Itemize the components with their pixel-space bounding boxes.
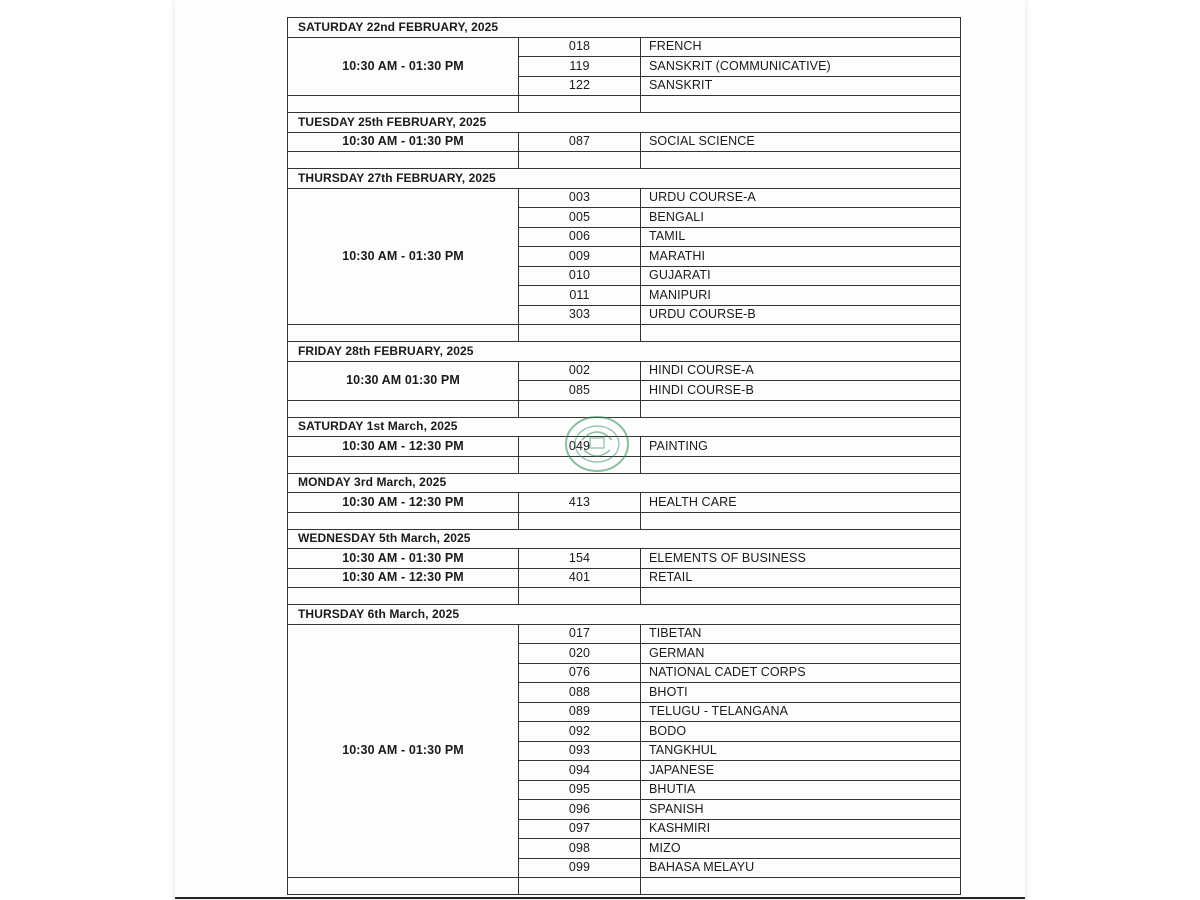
subject-name: SANSKRIT xyxy=(641,76,961,96)
exam-time: 10:30 AM - 01:30 PM xyxy=(288,624,519,878)
subject-code: 020 xyxy=(519,644,641,664)
blank-cell xyxy=(519,400,641,417)
subject-code: 002 xyxy=(519,361,641,381)
subject-row xyxy=(288,361,961,381)
subject-name: RETAIL xyxy=(641,568,961,588)
blank-cell xyxy=(519,96,641,113)
subject-row xyxy=(288,437,961,457)
exam-time: 10:30 AM - 12:30 PM xyxy=(288,437,519,457)
exam-date: SATURDAY 1st March, 2025 xyxy=(288,417,961,437)
exam-time: 10:30 AM 01:30 PM xyxy=(288,361,519,400)
page-bottom-rule xyxy=(175,897,1025,899)
subject-code: 017 xyxy=(519,624,641,644)
blank-cell xyxy=(288,878,519,895)
blank-cell xyxy=(288,588,519,605)
subject-name: TELUGU - TELANGANA xyxy=(641,702,961,722)
subject-row xyxy=(288,37,961,57)
subject-code: 010 xyxy=(519,266,641,286)
date-header-row xyxy=(288,529,961,549)
subject-name: SPANISH xyxy=(641,800,961,820)
blank-cell xyxy=(641,588,961,605)
exam-date: FRIDAY 28th FEBRUARY, 2025 xyxy=(288,342,961,362)
exam-date-sheet xyxy=(287,17,961,895)
subject-row xyxy=(288,132,961,152)
subject-name: GERMAN xyxy=(641,644,961,664)
blank-row xyxy=(288,512,961,529)
blank-cell xyxy=(641,325,961,342)
exam-time: 10:30 AM - 01:30 PM xyxy=(288,188,519,325)
schedule-table xyxy=(287,17,961,895)
subject-code: 095 xyxy=(519,780,641,800)
subject-code: 119 xyxy=(519,57,641,77)
exam-time: 10:30 AM - 12:30 PM xyxy=(288,493,519,513)
subject-row xyxy=(288,568,961,588)
subject-code: 092 xyxy=(519,722,641,742)
exam-date: THURSDAY 27th FEBRUARY, 2025 xyxy=(288,169,961,189)
subject-name: BENGALI xyxy=(641,208,961,228)
subject-name: HEALTH CARE xyxy=(641,493,961,513)
blank-cell xyxy=(641,878,961,895)
blank-cell xyxy=(641,152,961,169)
blank-cell xyxy=(519,588,641,605)
blank-cell xyxy=(641,400,961,417)
subject-name: FRENCH xyxy=(641,37,961,57)
subject-name: HINDI COURSE-A xyxy=(641,361,961,381)
blank-cell xyxy=(288,325,519,342)
date-header-row xyxy=(288,473,961,493)
subject-name: PAINTING xyxy=(641,437,961,457)
blank-cell xyxy=(641,96,961,113)
subject-code: 413 xyxy=(519,493,641,513)
subject-name: KASHMIRI xyxy=(641,819,961,839)
subject-code: 018 xyxy=(519,37,641,57)
subject-row xyxy=(288,493,961,513)
subject-name: MANIPURI xyxy=(641,286,961,306)
subject-code: 096 xyxy=(519,800,641,820)
blank-cell xyxy=(519,512,641,529)
subject-name: URDU COURSE-B xyxy=(641,305,961,325)
blank-cell xyxy=(519,325,641,342)
exam-time: 10:30 AM - 12:30 PM xyxy=(288,568,519,588)
subject-code: 089 xyxy=(519,702,641,722)
blank-cell xyxy=(288,456,519,473)
subject-code: 098 xyxy=(519,839,641,859)
subject-code: 009 xyxy=(519,247,641,267)
blank-row xyxy=(288,325,961,342)
subject-name: BHOTI xyxy=(641,683,961,703)
subject-code: 076 xyxy=(519,663,641,683)
blank-cell xyxy=(288,96,519,113)
date-header-row xyxy=(288,342,961,362)
subject-code: 094 xyxy=(519,761,641,781)
exam-time: 10:30 AM - 01:30 PM xyxy=(288,549,519,569)
blank-row xyxy=(288,456,961,473)
exam-time: 10:30 AM - 01:30 PM xyxy=(288,37,519,96)
subject-code: 122 xyxy=(519,76,641,96)
subject-name: JAPANESE xyxy=(641,761,961,781)
blank-cell xyxy=(519,878,641,895)
exam-time: 10:30 AM - 01:30 PM xyxy=(288,132,519,152)
blank-cell xyxy=(519,456,641,473)
subject-code: 085 xyxy=(519,381,641,401)
subject-row xyxy=(288,624,961,644)
blank-cell xyxy=(641,456,961,473)
subject-row xyxy=(288,188,961,208)
subject-code: 401 xyxy=(519,568,641,588)
subject-code: 303 xyxy=(519,305,641,325)
blank-row xyxy=(288,588,961,605)
blank-cell xyxy=(641,512,961,529)
blank-row xyxy=(288,878,961,895)
subject-name: SOCIAL SCIENCE xyxy=(641,132,961,152)
subject-code: 093 xyxy=(519,741,641,761)
blank-cell xyxy=(519,152,641,169)
subject-name: TIBETAN xyxy=(641,624,961,644)
subject-code: 005 xyxy=(519,208,641,228)
blank-cell xyxy=(288,400,519,417)
subject-code: 088 xyxy=(519,683,641,703)
blank-cell xyxy=(288,512,519,529)
subject-name: BAHASA MELAYU xyxy=(641,858,961,878)
subject-code: 097 xyxy=(519,819,641,839)
subject-name: TAMIL xyxy=(641,227,961,247)
subject-name: MARATHI xyxy=(641,247,961,267)
subject-name: MIZO xyxy=(641,839,961,859)
exam-date: MONDAY 3rd March, 2025 xyxy=(288,473,961,493)
exam-date: TUESDAY 25th FEBRUARY, 2025 xyxy=(288,113,961,133)
date-header-row xyxy=(288,18,961,38)
date-header-row xyxy=(288,605,961,625)
blank-row xyxy=(288,96,961,113)
subject-name: SANSKRIT (COMMUNICATIVE) xyxy=(641,57,961,77)
subject-code: 049 xyxy=(519,437,641,457)
blank-cell xyxy=(288,152,519,169)
subject-name: NATIONAL CADET CORPS xyxy=(641,663,961,683)
subject-code: 154 xyxy=(519,549,641,569)
subject-name: GUJARATI xyxy=(641,266,961,286)
subject-name: BODO xyxy=(641,722,961,742)
subject-code: 099 xyxy=(519,858,641,878)
subject-name: TANGKHUL xyxy=(641,741,961,761)
blank-row xyxy=(288,152,961,169)
date-header-row xyxy=(288,113,961,133)
subject-row xyxy=(288,549,961,569)
exam-date: WEDNESDAY 5th March, 2025 xyxy=(288,529,961,549)
subject-code: 006 xyxy=(519,227,641,247)
date-header-row xyxy=(288,417,961,437)
exam-date: SATURDAY 22nd FEBRUARY, 2025 xyxy=(288,18,961,38)
date-header-row xyxy=(288,169,961,189)
subject-code: 003 xyxy=(519,188,641,208)
subject-code: 011 xyxy=(519,286,641,306)
blank-row xyxy=(288,400,961,417)
subject-name: ELEMENTS OF BUSINESS xyxy=(641,549,961,569)
subject-name: HINDI COURSE-B xyxy=(641,381,961,401)
subject-name: URDU COURSE-A xyxy=(641,188,961,208)
subject-name: BHUTIA xyxy=(641,780,961,800)
subject-code: 087 xyxy=(519,132,641,152)
exam-date: THURSDAY 6th March, 2025 xyxy=(288,605,961,625)
